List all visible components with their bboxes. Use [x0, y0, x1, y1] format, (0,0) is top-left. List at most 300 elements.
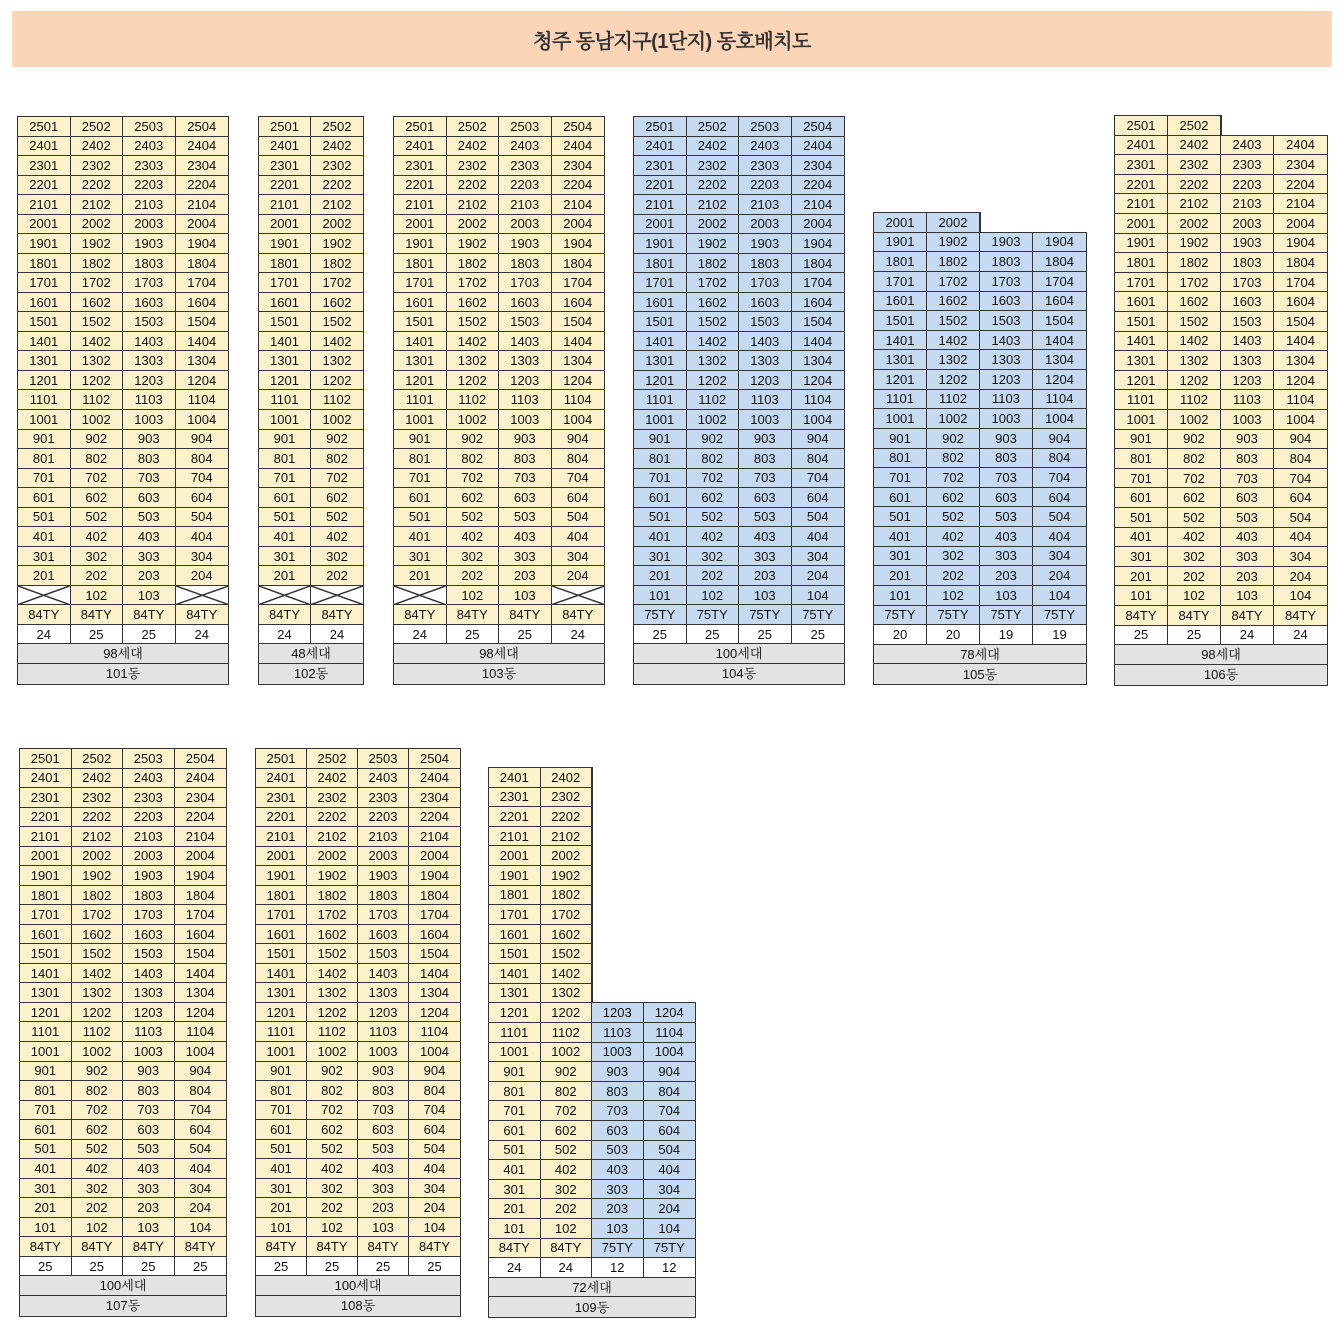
floor-row — [20, 1120, 226, 1140]
unit-cell: 1004 — [552, 410, 605, 430]
floor-row — [20, 1003, 226, 1023]
floor-row — [394, 293, 604, 313]
unit-cell: 2302 — [687, 156, 740, 176]
unit-cell: 604 — [1033, 488, 1086, 508]
floor-row — [874, 429, 1086, 449]
unit-cell: 2302 — [311, 156, 363, 176]
unit-cell: 1002 — [541, 1043, 593, 1063]
unit-cell: 301 — [1115, 547, 1168, 567]
unit-cell: 2503 — [499, 117, 552, 137]
floor-row — [1115, 351, 1327, 371]
unit-cell: 2203 — [739, 176, 792, 196]
unit-cell: 301 — [874, 547, 927, 567]
unit-cell: 1702 — [72, 905, 124, 925]
floor-row — [256, 1081, 460, 1101]
unit-cell: 504 — [552, 508, 605, 528]
floor-row — [259, 371, 363, 391]
floor-row — [259, 390, 363, 410]
unit-cell: 1604 — [409, 925, 460, 945]
floor-row — [1115, 508, 1327, 528]
unit-cell: 903 — [358, 1062, 409, 1082]
unit-cell: 204 — [792, 566, 845, 586]
unit-cell: 2001 — [489, 846, 541, 866]
floor-row — [1115, 586, 1327, 606]
unit-cell: 402 — [1168, 528, 1221, 548]
unit-cell: 904 — [792, 430, 845, 450]
no-unit — [592, 925, 644, 945]
no-unit — [592, 807, 644, 827]
unit-cell: 1703 — [499, 273, 552, 293]
unit-cell: 704 — [175, 1101, 227, 1121]
unit-cell: 1503 — [358, 944, 409, 964]
unit-cell: 2304 — [409, 788, 460, 808]
floor-row — [874, 468, 1086, 488]
unit-type-cell: 75TY — [739, 605, 792, 625]
unit-cell: 2202 — [311, 176, 363, 196]
unit-cell: 501 — [20, 1140, 72, 1160]
unit-cell: 1701 — [259, 273, 311, 293]
unit-cell: 802 — [1168, 449, 1221, 469]
unit-cell: 803 — [358, 1081, 409, 1101]
building-name-label: 106동 — [1115, 665, 1327, 685]
unit-cell: 1003 — [123, 410, 176, 430]
unit-cell: 2302 — [1168, 155, 1221, 175]
floor-row — [20, 788, 226, 808]
unit-cell: 303 — [123, 1179, 175, 1199]
unit-cell: 1303 — [499, 351, 552, 371]
unit-cell: 304 — [552, 547, 605, 567]
unit-cell: 2101 — [256, 827, 307, 847]
unit-cell: 1101 — [489, 1023, 541, 1043]
unit-type-cell: 75TY — [687, 605, 740, 625]
floor-row — [394, 410, 604, 430]
unit-cell: 704 — [409, 1101, 460, 1121]
floor-row — [489, 905, 695, 925]
unit-type-cell: 84TY — [72, 1237, 124, 1257]
unit-cell: 2202 — [307, 808, 358, 828]
unit-cell: 1801 — [18, 254, 71, 274]
unit-cell: 403 — [980, 527, 1033, 547]
unit-cell: 702 — [541, 1101, 593, 1121]
empty-unit — [552, 586, 605, 606]
unit-cell: 102 — [71, 586, 124, 606]
unit-cell: 203 — [1221, 567, 1274, 587]
unit-cell: 1703 — [739, 273, 792, 293]
unit-cell: 101 — [874, 586, 927, 606]
unit-cell: 401 — [394, 527, 447, 547]
floor-row — [489, 827, 695, 847]
unit-cell: 1802 — [447, 254, 500, 274]
unit-count-cell: 25 — [634, 625, 687, 645]
floor-row — [256, 866, 460, 886]
unit-cell: 303 — [739, 547, 792, 567]
unit-cell: 1504 — [552, 312, 605, 332]
unit-cell: 602 — [687, 488, 740, 508]
unit-count-cell: 25 — [175, 1257, 227, 1277]
unit-cell: 2103 — [123, 195, 176, 215]
unit-cell: 1703 — [358, 905, 409, 925]
unit-cell: 2004 — [176, 215, 229, 235]
floor-row — [394, 390, 604, 410]
floor-row — [256, 1120, 460, 1140]
unit-cell: 2002 — [447, 215, 500, 235]
unit-cell: 902 — [311, 430, 363, 450]
households-label: 72세대 — [489, 1278, 695, 1298]
unit-cell: 1601 — [256, 925, 307, 945]
unit-cell: 2204 — [176, 176, 229, 196]
unit-cell: 1504 — [175, 944, 227, 964]
floor-row — [489, 886, 695, 906]
unit-cell: 1904 — [176, 234, 229, 254]
unit-cell: 204 — [552, 566, 605, 586]
floor-row — [394, 117, 604, 137]
unit-type-cell: 84TY — [259, 605, 311, 625]
floor-row — [634, 449, 844, 469]
floor-row — [18, 137, 228, 157]
floor-row — [18, 488, 228, 508]
no-unit — [592, 827, 644, 847]
unit-cell: 1203 — [123, 371, 176, 391]
unit-cell: 703 — [123, 1101, 175, 1121]
unit-type-cell: 84TY — [175, 1237, 227, 1257]
unit-cell: 804 — [176, 449, 229, 469]
unit-type-cell: 75TY — [927, 606, 980, 626]
unit-cell: 102 — [307, 1218, 358, 1238]
unit-cell: 1402 — [541, 964, 593, 984]
unit-cell: 402 — [927, 527, 980, 547]
unit-cell: 602 — [72, 1120, 124, 1140]
unit-cell: 403 — [123, 527, 176, 547]
unit-cell: 1203 — [739, 371, 792, 391]
unit-cell: 1404 — [792, 332, 845, 352]
floor-row — [634, 351, 844, 371]
floor-row — [256, 1237, 460, 1257]
unit-count-cell: 19 — [980, 625, 1033, 645]
unit-cell: 1101 — [634, 390, 687, 410]
floor-row — [18, 234, 228, 254]
unit-cell: 2301 — [394, 156, 447, 176]
unit-cell: 2101 — [1115, 194, 1168, 214]
unit-type-cell: 75TY — [1033, 606, 1086, 626]
unit-cell: 1704 — [1033, 272, 1086, 292]
unit-cell: 104 — [1274, 586, 1327, 606]
floor-row — [489, 1141, 695, 1161]
unit-cell: 504 — [1033, 507, 1086, 527]
unit-cell: 1301 — [874, 350, 927, 370]
unit-cell: 104 — [175, 1218, 227, 1238]
unit-cell: 1404 — [175, 964, 227, 984]
unit-cell: 1402 — [447, 332, 500, 352]
unit-cell: 1501 — [259, 312, 311, 332]
floor-row — [489, 1101, 695, 1121]
unit-cell: 2101 — [394, 195, 447, 215]
unit-cell: 1204 — [409, 1003, 460, 1023]
unit-cell: 502 — [447, 508, 500, 528]
floor-row — [394, 234, 604, 254]
unit-cell: 801 — [256, 1081, 307, 1101]
floor-row — [394, 488, 604, 508]
unit-cell: 2102 — [71, 195, 124, 215]
floor-row — [634, 137, 844, 157]
unit-cell: 1404 — [1274, 332, 1327, 352]
unit-type-cell: 84TY — [447, 605, 500, 625]
unit-cell: 1801 — [1115, 253, 1168, 273]
unit-count-cell: 25 — [499, 625, 552, 645]
unit-cell: 2501 — [20, 749, 72, 769]
floor-row — [256, 1159, 460, 1179]
empty-unit — [176, 586, 229, 606]
floor-row — [1115, 136, 1327, 156]
unit-cell: 601 — [394, 488, 447, 508]
unit-cell: 304 — [1274, 547, 1327, 567]
unit-cell: 304 — [175, 1179, 227, 1199]
floor-row — [1115, 116, 1327, 136]
unit-cell: 2402 — [72, 769, 124, 789]
unit-cell: 903 — [1221, 430, 1274, 450]
unit-cell: 2201 — [256, 808, 307, 828]
floor-row — [18, 215, 228, 235]
unit-cell: 1002 — [1168, 410, 1221, 430]
floor-row — [256, 1101, 460, 1121]
unit-cell: 1103 — [592, 1023, 644, 1043]
floor-row — [18, 195, 228, 215]
unit-cell: 2203 — [499, 176, 552, 196]
unit-cell: 103 — [123, 586, 176, 606]
unit-cell: 2404 — [552, 137, 605, 157]
floor-row — [1115, 430, 1327, 450]
unit-cell: 1004 — [175, 1042, 227, 1062]
floor-row — [634, 410, 844, 430]
unit-cell: 1602 — [927, 292, 980, 312]
floor-row — [634, 605, 844, 625]
no-unit — [592, 846, 644, 866]
unit-cell: 903 — [123, 1062, 175, 1082]
floor-row — [634, 625, 844, 645]
unit-cell: 101 — [1115, 586, 1168, 606]
floor-row — [18, 273, 228, 293]
unit-cell: 1301 — [259, 351, 311, 371]
unit-count-cell: 24 — [489, 1258, 541, 1278]
unit-cell: 1601 — [634, 293, 687, 313]
floor-row — [18, 156, 228, 176]
unit-cell: 1502 — [541, 944, 593, 964]
floor-row — [1115, 390, 1327, 410]
unit-cell: 2202 — [447, 176, 500, 196]
floor-row — [259, 254, 363, 274]
building-name-label: 102동 — [259, 664, 363, 684]
unit-cell: 202 — [72, 1198, 124, 1218]
floor-row — [20, 905, 226, 925]
unit-cell: 1801 — [259, 254, 311, 274]
floor-row — [18, 254, 228, 274]
unit-cell: 2501 — [1115, 116, 1168, 136]
unit-cell: 804 — [1274, 449, 1327, 469]
floor-row — [634, 664, 844, 684]
unit-cell: 1501 — [256, 944, 307, 964]
unit-cell: 1401 — [489, 964, 541, 984]
no-unit — [592, 944, 644, 964]
unit-cell: 803 — [499, 449, 552, 469]
floor-row — [20, 769, 226, 789]
unit-cell: 902 — [687, 430, 740, 450]
unit-cell: 2201 — [259, 176, 311, 196]
unit-cell: 1601 — [489, 925, 541, 945]
unit-count-cell: 25 — [447, 625, 500, 645]
unit-cell: 103 — [499, 586, 552, 606]
unit-cell: 902 — [927, 429, 980, 449]
floor-row — [259, 547, 363, 567]
unit-cell: 2401 — [259, 137, 311, 157]
unit-cell: 2004 — [792, 215, 845, 235]
unit-cell: 801 — [634, 449, 687, 469]
floor-row — [394, 215, 604, 235]
unit-cell: 2401 — [20, 769, 72, 789]
unit-cell: 1003 — [358, 1042, 409, 1062]
unit-cell: 603 — [980, 488, 1033, 508]
unit-type-cell: 84TY — [20, 1237, 72, 1257]
unit-cell: 2304 — [552, 156, 605, 176]
floor-row — [20, 1140, 226, 1160]
unit-cell: 901 — [489, 1062, 541, 1082]
unit-cell: 604 — [175, 1120, 227, 1140]
unit-cell: 2302 — [71, 156, 124, 176]
unit-cell: 502 — [541, 1141, 593, 1161]
unit-cell: 603 — [123, 1120, 175, 1140]
floor-row — [489, 866, 695, 886]
unit-cell: 1002 — [927, 409, 980, 429]
unit-cell: 703 — [592, 1101, 644, 1121]
floor-row — [20, 983, 226, 1003]
floor-row — [489, 1121, 695, 1141]
unit-cell: 1202 — [447, 371, 500, 391]
unit-cell: 1902 — [447, 234, 500, 254]
unit-cell: 1301 — [634, 351, 687, 371]
floor-row — [20, 808, 226, 828]
unit-count-cell: 25 — [307, 1257, 358, 1277]
floor-row — [1115, 273, 1327, 293]
unit-count-cell: 24 — [394, 625, 447, 645]
unit-cell: 304 — [176, 547, 229, 567]
unit-cell: 804 — [552, 449, 605, 469]
floor-row — [256, 1179, 460, 1199]
unit-cell: 2202 — [1168, 175, 1221, 195]
unit-cell: 1004 — [409, 1042, 460, 1062]
building-2 — [258, 116, 364, 685]
unit-cell: 1101 — [874, 390, 927, 410]
unit-cell: 1801 — [634, 254, 687, 274]
unit-cell: 902 — [541, 1062, 593, 1082]
building-9 — [489, 768, 695, 1317]
unit-cell: 1102 — [71, 390, 124, 410]
floor-row — [256, 1042, 460, 1062]
unit-cell: 1501 — [18, 312, 71, 332]
unit-cell: 1302 — [1168, 351, 1221, 371]
floor-row — [259, 430, 363, 450]
unit-cell: 1303 — [980, 350, 1033, 370]
unit-cell: 1501 — [874, 311, 927, 331]
unit-cell: 1701 — [1115, 273, 1168, 293]
floor-row — [489, 1003, 695, 1023]
unit-cell: 2001 — [394, 215, 447, 235]
floor-row — [256, 847, 460, 867]
unit-type-cell: 84TY — [1221, 606, 1274, 626]
unit-cell: 1103 — [358, 1022, 409, 1042]
unit-cell: 1703 — [980, 272, 1033, 292]
floor-row — [259, 312, 363, 332]
unit-cell: 1604 — [1033, 292, 1086, 312]
unit-cell: 1801 — [489, 886, 541, 906]
floor-row — [634, 527, 844, 547]
unit-cell: 1901 — [1115, 234, 1168, 254]
unit-cell: 2103 — [358, 827, 409, 847]
no-unit — [980, 213, 1033, 233]
unit-cell: 501 — [18, 508, 71, 528]
unit-cell: 504 — [792, 508, 845, 528]
households-label: 98세대 — [18, 644, 228, 664]
unit-cell: 404 — [1033, 527, 1086, 547]
unit-cell: 1003 — [1221, 410, 1274, 430]
unit-cell: 2202 — [541, 807, 593, 827]
unit-cell: 302 — [687, 547, 740, 567]
unit-count-cell: 12 — [644, 1258, 696, 1278]
unit-cell: 703 — [123, 469, 176, 489]
unit-cell: 403 — [123, 1159, 175, 1179]
unit-cell: 701 — [259, 469, 311, 489]
unit-type-cell: 84TY — [311, 605, 363, 625]
unit-cell: 1201 — [634, 371, 687, 391]
unit-cell: 2402 — [687, 137, 740, 157]
unit-cell: 202 — [307, 1198, 358, 1218]
unit-cell: 2004 — [409, 847, 460, 867]
unit-cell: 1202 — [927, 370, 980, 390]
unit-cell: 201 — [874, 566, 927, 586]
unit-type-cell: 84TY — [1168, 606, 1221, 626]
unit-cell: 802 — [687, 449, 740, 469]
floor-row — [1115, 194, 1327, 214]
unit-cell: 1404 — [176, 332, 229, 352]
unit-cell: 1104 — [644, 1023, 696, 1043]
floor-row — [1115, 332, 1327, 352]
floor-row — [874, 625, 1086, 645]
unit-cell: 1003 — [739, 410, 792, 430]
unit-cell: 701 — [489, 1101, 541, 1121]
no-unit — [644, 807, 696, 827]
unit-cell: 1802 — [541, 886, 593, 906]
unit-cell: 201 — [256, 1198, 307, 1218]
floor-row — [1115, 528, 1327, 548]
floor-row — [874, 449, 1086, 469]
unit-cell: 403 — [739, 527, 792, 547]
floor-row — [256, 1218, 460, 1238]
unit-cell: 1902 — [541, 866, 593, 886]
floor-row — [20, 1081, 226, 1101]
unit-cell: 203 — [123, 566, 176, 586]
floor-row — [18, 332, 228, 352]
unit-cell: 1102 — [927, 390, 980, 410]
floor-row — [259, 156, 363, 176]
unit-cell: 2003 — [499, 215, 552, 235]
unit-cell: 101 — [489, 1219, 541, 1239]
floor-row — [1115, 175, 1327, 195]
unit-cell: 1004 — [1274, 410, 1327, 430]
unit-cell: 804 — [1033, 449, 1086, 469]
unit-cell: 601 — [634, 488, 687, 508]
unit-cell: 2402 — [307, 769, 358, 789]
unit-cell: 902 — [447, 430, 500, 450]
unit-cell: 2402 — [1168, 136, 1221, 156]
floor-row — [489, 1297, 695, 1317]
unit-cell: 703 — [499, 469, 552, 489]
